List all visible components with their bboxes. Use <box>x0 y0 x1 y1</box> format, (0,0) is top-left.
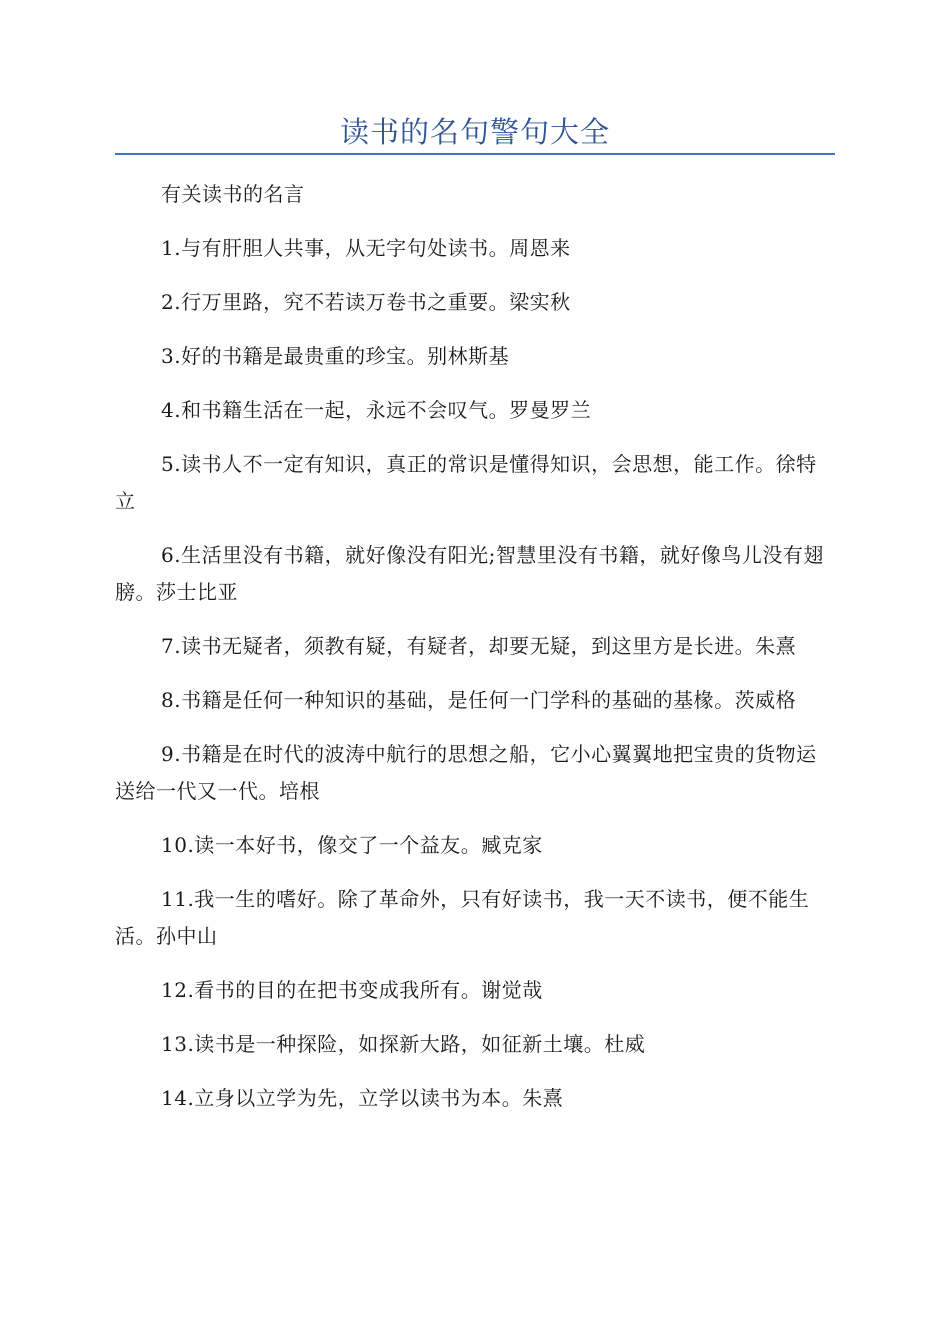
section-heading: 有关读书的名言 <box>161 182 305 206</box>
quote-item: 3.好的书籍是最贵重的珍宝。别林斯基 <box>161 344 510 368</box>
quote-item: 7.读书无疑者，须教有疑，有疑者，却要无疑，到这里方是长进。朱熹 <box>161 634 797 658</box>
document-title: 读书的名句警句大全 <box>339 115 610 149</box>
quote-item: 11.我一生的嗜好。除了革命外，只有好读书，我一天不读书，便不能生活。孙中山 <box>115 887 810 948</box>
quote-item: 14.立身以立学为先，立学以读书为本。朱熹 <box>161 1086 564 1110</box>
quote-item: 6.生活里没有书籍，就好像没有阳光;智慧里没有书籍，就好像鸟儿没有翅膀。莎士比亚 <box>115 543 824 604</box>
quote-item: 12.看书的目的在把书变成我所有。谢觉哉 <box>161 978 543 1002</box>
quote-item: 1.与有肝胆人共事，从无字句处读书。周恩来 <box>161 236 571 260</box>
quote-item: 10.读一本好书，像交了一个益友。臧克家 <box>161 833 543 857</box>
quote-item: 2.行万里路，究不若读万卷书之重要。梁实秋 <box>161 290 571 314</box>
document-body <box>115 176 835 1134</box>
quote-item: 8.书籍是任何一种知识的基础，是任何一门学科的基础的基椽。茨威格 <box>161 688 797 712</box>
title-underline <box>115 153 835 155</box>
quote-item: 13.读书是一种探险，如探新大路，如征新土壤。杜威 <box>161 1032 646 1056</box>
quote-item: 4.和书籍生活在一起，永远不会叹气。罗曼罗兰 <box>161 398 592 422</box>
quote-item: 5.读书人不一定有知识，真正的常识是懂得知识，会思想，能工作。徐特立 <box>115 452 817 513</box>
quote-item: 9.书籍是在时代的波涛中航行的思想之船，它小心翼翼地把宝贵的货物运送给一代又一代。培根 <box>115 742 817 803</box>
